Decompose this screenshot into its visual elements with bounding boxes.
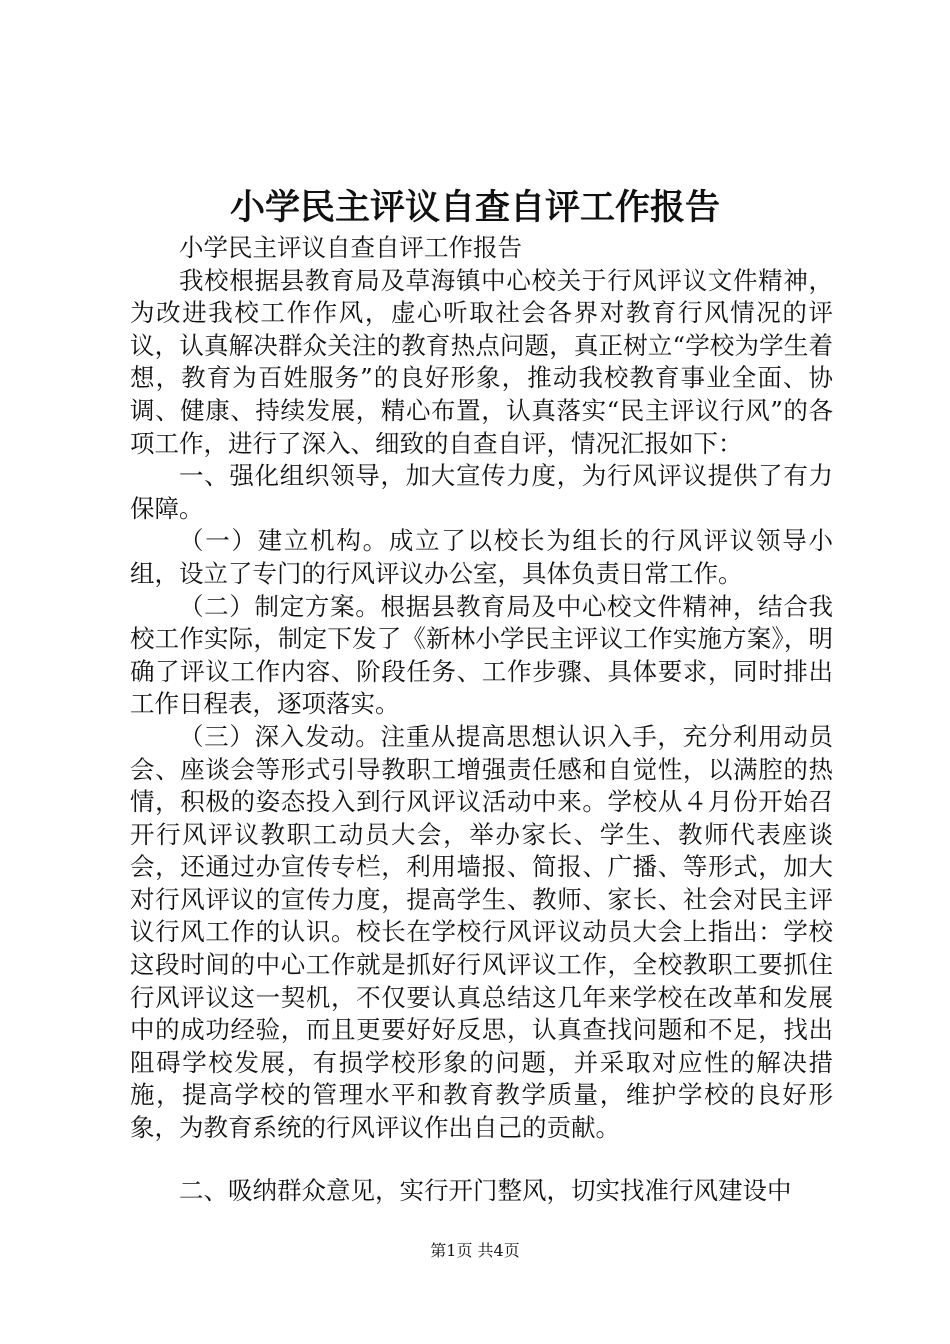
document-title: 小学民主评议自查自评工作报告 — [229, 187, 720, 228]
paragraph-item-2: （二）制定方案。根据县教育局及中心校文件精神，结合我校工作实际，制定下发了《新林小学民主评议工作实施方案》，明确了评议工作内容、阶段任务、工作步骤、具体要求，同时排出工作日程表，逐项落实。 — [130, 591, 833, 719]
document-body — [130, 232, 833, 1207]
paragraph-item-1: （一）建立机构。成立了以校长为组长的行风评议领导小组，设立了专门的行风评议办公室，具体负责日常工作。 — [130, 526, 833, 588]
page-footer: 第1页 共4页 — [430, 1241, 520, 1260]
paragraph-intro: 我校根据县教育局及草海镇中心校关于行风评议文件精神，为改进我校工作作风，虚心听取社会各界对教育行风情况的评议，认真解决群众关注的教育热点问题，真正树立“学校为学生着想，教育为百姓服务”的良好形象，推动我校教育事业全面、协调、健康、持续发展，精心布置，认真落实“民主评议行风”的各项工作，进行了深入、细致的自查自评，情况汇报如下： — [130, 265, 833, 458]
section-heading-1: 一、强化组织领导，加大宣传力度，为行风评议提供了有力保障。 — [130, 461, 833, 523]
paragraph-subtitle: 小学民主评议自查自评工作报告 — [179, 233, 522, 262]
paragraph-item-3: （三）深入发动。注重从提高思想认识入手，充分利用动员会、座谈会等形式引导教职工增强责任感和自觉性，以满腔的热情，积极的姿态投入到行风评议活动中来。学校从４月份开始召开行风评议教职工动员大会，举办家长、学生、教师代表座谈会，还通过办宣传专栏，利用墙报、简报、广播、等形式，加大对行风评议的宣传力度，提高学生、教师、家长、社会对民主评议行风工作的认识。校长在学校行风评议动员大会上指出：学校这段时间的中心工作就是抓好行风评议工作，全校教职工要抓住行风评议这一契机，不仅要认真总结这几年来学校在改革和发展中的成功经验，而且更要好好反思，认真查找问题和不足，找出阻碍学校发展，有损学校形象的问题，并采取对应性的解决措施，提高学校的管理水平和教育教学质量，维护学校的良好形象，为教育系统的行风评议作出自己的贡献。 — [130, 721, 833, 1143]
section-heading-2: 二、吸纳群众意见，实行开门整风，切实找准行风建设中 — [179, 1175, 792, 1205]
